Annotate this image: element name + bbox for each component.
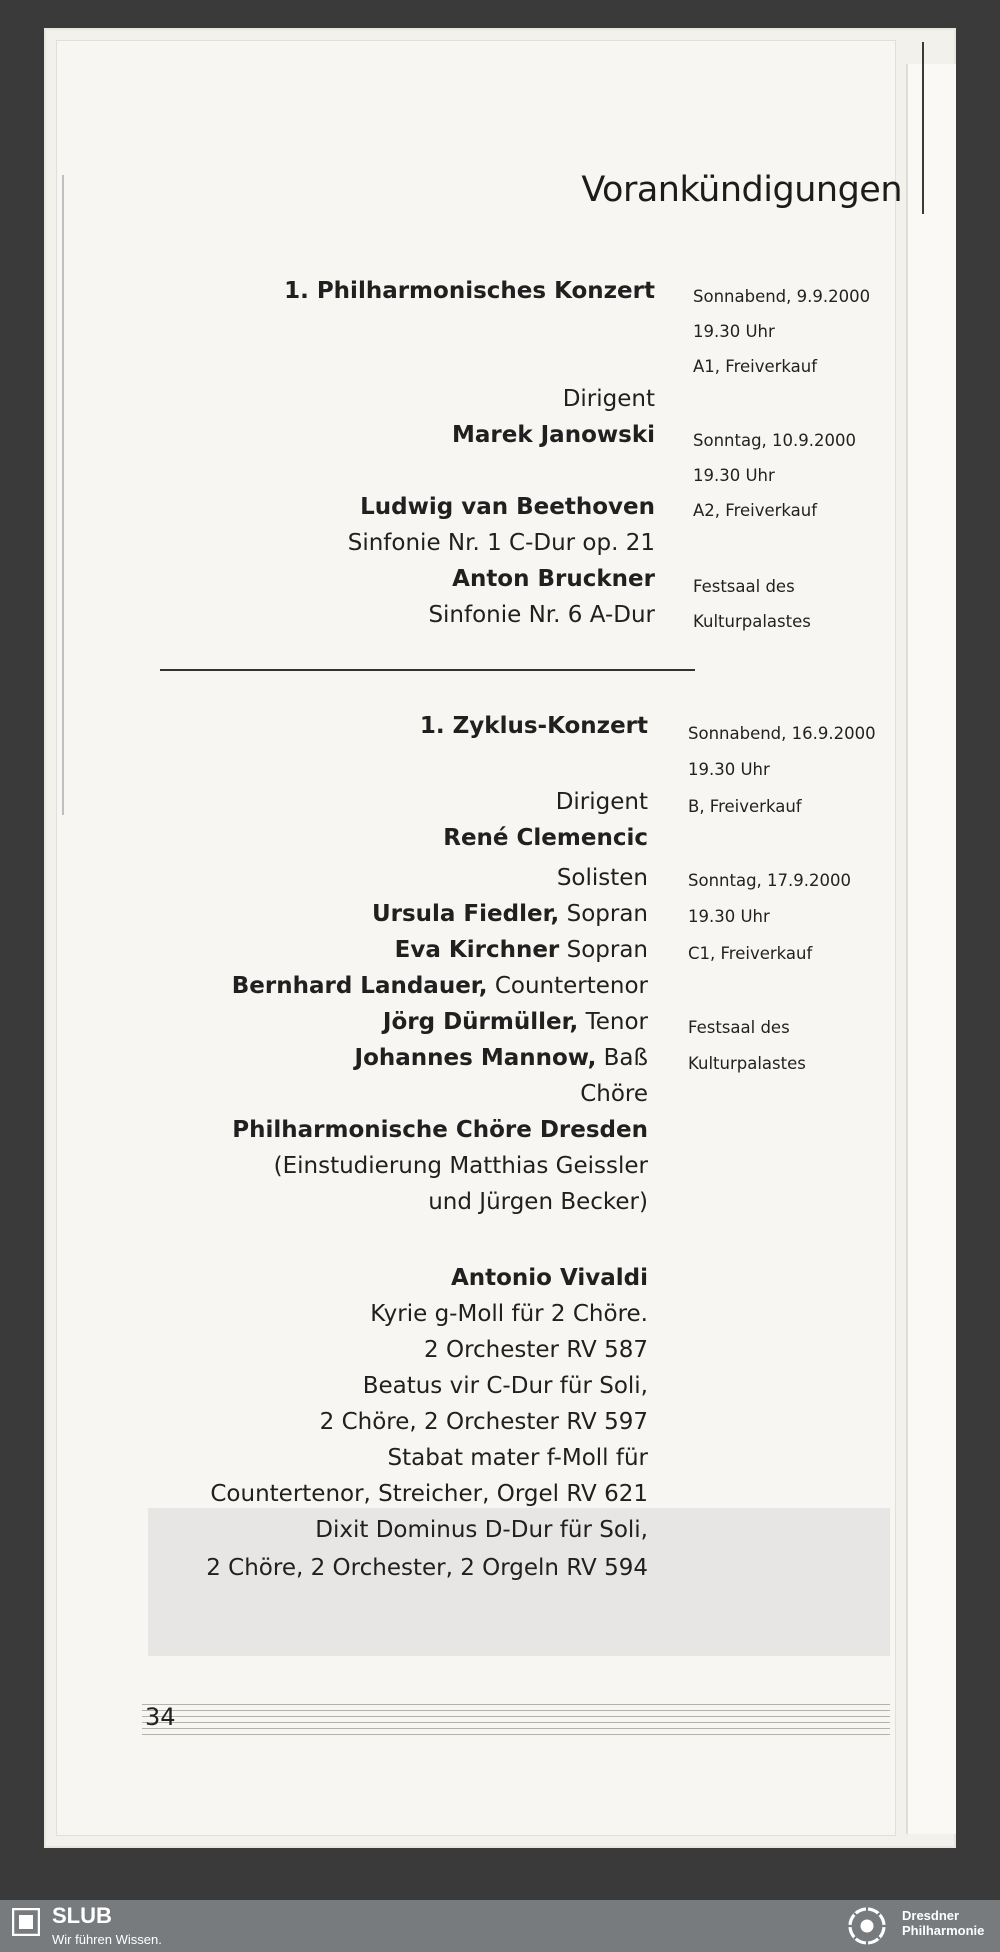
library-tagline: Wir führen Wissen. [52,1932,162,1947]
concert1-work1: Sinfonie Nr. 1 C-Dur op. 21 [347,530,655,556]
soloist-line [395,937,648,963]
soloist-name: Bernhard Landauer, [231,973,488,999]
soloist-name: Jörg Dürmüller, [382,1009,579,1035]
concert2-choir: Philharmonische Chöre Dresden [232,1117,648,1143]
concert2-venue1: Festsaal des [688,1018,790,1037]
concert2-venue2: Kulturpalastes [688,1054,806,1073]
concert2-series1: B, Freiverkauf [688,797,802,816]
soloist-name: Ursula Fiedler, [371,901,560,927]
concert2-choir-note1: (Einstudierung Matthias Geissler [273,1153,648,1179]
concert2-conductor-label: Dirigent [555,789,648,815]
work-line: 2 Chöre, 2 Orchester, 2 Orgeln RV 594 [206,1555,648,1581]
concert1-conductor-label: Dirigent [562,386,655,412]
concert2-time1: 19.30 Uhr [688,760,770,779]
concert2-title: 1. Zyklus-Konzert [419,713,648,739]
concert2-composer: Antonio Vivaldi [450,1265,648,1291]
section-divider [160,669,695,671]
concert1-venue2: Kulturpalastes [693,612,811,631]
concert1-series1: A1, Freiverkauf [693,357,818,376]
concert2-date2: Sonntag, 17.9.2000 [688,871,852,890]
work-line: Beatus vir C-Dur für Soli, [362,1373,648,1399]
concert1-date2: Sonntag, 10.9.2000 [693,431,857,450]
soloist-line [355,1045,648,1071]
soloist-voice: Tenor [585,1009,648,1035]
partner-name-line2: Philharmonie [902,1923,985,1938]
soloist-voice: Countertenor [494,973,648,999]
concert1-work2: Sinfonie Nr. 6 A-Dur [428,602,655,628]
fold-shadow [62,175,64,815]
soloist-line [372,901,648,927]
concert2-conductor: René Clemencic [443,825,648,851]
concert1-title: 1. Philharmonisches Konzert [284,278,655,304]
page-number: 34 [145,1703,176,1731]
concert2-date1: Sonnabend, 16.9.2000 [688,724,876,743]
soloist-name: Eva Kirchner [394,937,560,963]
soloist-line [383,1009,648,1035]
footer-rules [142,1704,890,1744]
work-line: Countertenor, Streicher, Orgel RV 621 [210,1481,648,1507]
concert2-soloists-label: Solisten [556,865,648,891]
page-heading: Vorankündigungen [581,170,902,210]
concert1-series2: A2, Freiverkauf [693,501,818,520]
work-line: 2 Chöre, 2 Orchester RV 597 [319,1409,648,1435]
corner-rule [922,42,924,214]
work-line: Kyrie g-Moll für 2 Chöre. [370,1301,648,1327]
soloist-line [232,973,648,999]
concert1-venue1: Festsaal des [693,577,795,596]
concert1-time2: 19.30 Uhr [693,466,775,485]
library-name[interactable]: SLUB [52,1903,112,1928]
partner-name-line1: Dresdner [902,1908,960,1923]
work-line: Stabat mater f-Moll für [387,1445,648,1471]
slub-logo-icon [12,1908,40,1936]
dresdner-philharmonie-logo-icon[interactable] [842,1904,892,1948]
soloist-name: Johannes Mannow, [354,1045,597,1071]
concert1-time1: 19.30 Uhr [693,322,775,341]
soloist-voice: Baß [603,1045,648,1071]
next-page-edge [906,64,956,1834]
concert2-choir-note2: und Jürgen Becker) [428,1189,648,1215]
concert2-choir-label: Chöre [580,1081,648,1107]
partner-name [902,1908,984,1938]
soloist-voice: Sopran [566,937,648,963]
concert1-conductor: Marek Janowski [451,422,655,448]
concert1-composer1: Ludwig van Beethoven [360,494,655,520]
concert1-date1: Sonnabend, 9.9.2000 [693,287,871,306]
work-line: Dixit Dominus D-Dur für Soli, [315,1517,648,1543]
concert1-composer2: Anton Bruckner [452,566,655,592]
concert2-series2: C1, Freiverkauf [688,944,813,963]
work-line: 2 Orchester RV 587 [424,1337,648,1363]
concert2-time2: 19.30 Uhr [688,907,770,926]
soloist-voice: Sopran [566,901,648,927]
